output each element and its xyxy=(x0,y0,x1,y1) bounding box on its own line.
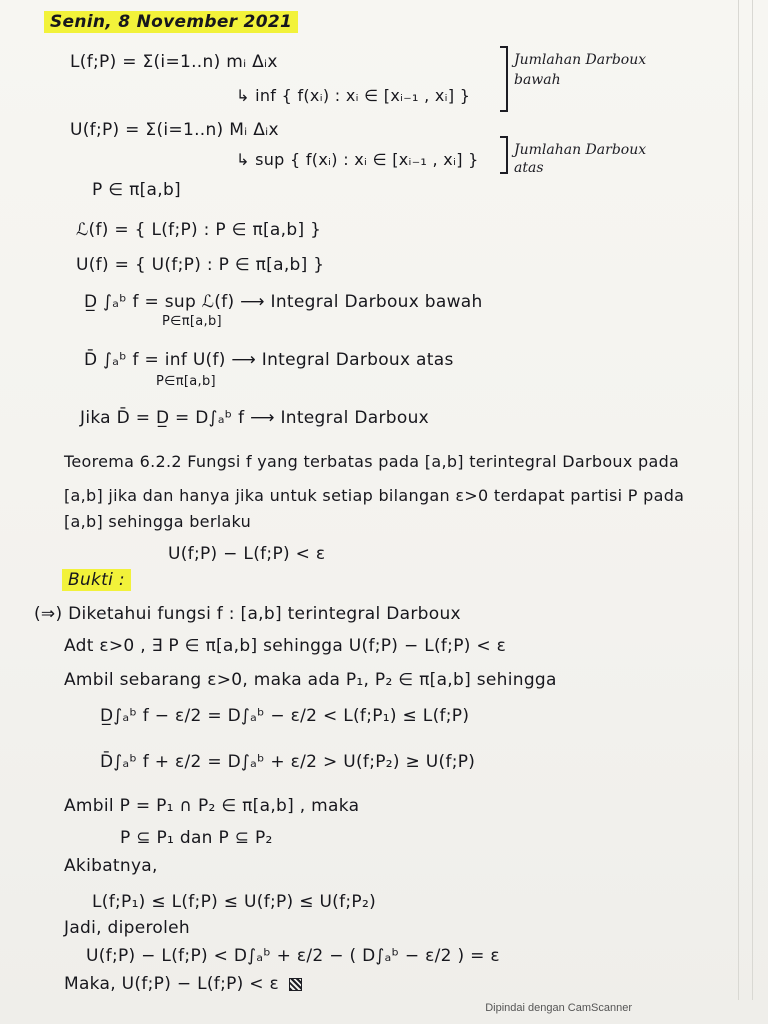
lower-sum-note-2: bawah xyxy=(514,72,561,88)
lower-sum-formula: L(f;P) = Σ(i=1..n) mᵢ Δᵢx xyxy=(70,52,278,72)
lower-integral-subscript: P∈π[a,b] xyxy=(162,314,222,329)
upper-integral-def: D̄ ∫ₐᵇ f = inf U(f) ⟶ Integral Darboux atas xyxy=(84,350,454,370)
proof-line-7: P ⊆ P₁ dan P ⊆ P₂ xyxy=(120,828,273,848)
partition-set: P ∈ π[a,b] xyxy=(92,180,181,200)
theorem-line-3: [a,b] sehingga berlaku xyxy=(64,512,252,531)
proof-line-8: Akibatnya, xyxy=(64,856,158,876)
lower-sum-set: ℒ(f) = { L(f;P) : P ∈ π[a,b] } xyxy=(76,220,322,240)
proof-line-9: L(f;P₁) ≤ L(f;P) ≤ U(f;P) ≤ U(f;P₂) xyxy=(92,892,377,912)
proof-line-6: Ambil P = P₁ ∩ P₂ ∈ π[a,b] , maka xyxy=(64,796,360,816)
proof-line-12: Maka, U(f;P) − L(f;P) < ε xyxy=(64,974,302,994)
qed-square-icon xyxy=(289,978,302,991)
upper-sum-note: Jumlahan Darboux xyxy=(514,142,647,158)
proof-line-11: U(f;P) − L(f;P) < D∫ₐᵇ + ε/2 − ( D∫ₐᵇ − ε/2 ) = ε xyxy=(86,946,500,966)
theorem-line-1: Teorema 6.2.2 Fungsi f yang terbatas pada [a,b] terintegral Darboux pada xyxy=(64,452,680,471)
upper-sum-set: U(f) = { U(f;P) : P ∈ π[a,b] } xyxy=(76,255,325,275)
proof-line-3: Ambil sebarang ε>0, maka ada P₁, P₂ ∈ π[a,b] sehingga xyxy=(64,670,557,690)
lower-sum-bracket xyxy=(500,46,508,112)
proof-line-4: D̲∫ₐᵇ f − ε/2 = D∫ₐᵇ − ε/2 < L(f;P₁) ≤ L(f;P) xyxy=(100,706,470,726)
upper-sum-formula: U(f;P) = Σ(i=1..n) Mᵢ Δᵢx xyxy=(70,120,279,140)
date-heading: Senin, 8 November 2021 xyxy=(44,12,298,32)
lower-sum-note: Jumlahan Darboux xyxy=(514,52,647,68)
upper-sum-definition: ↳ sup { f(xᵢ) : xᵢ ∈ [xᵢ₋₁ , xᵢ] } xyxy=(236,150,479,169)
upper-sum-note-2: atas xyxy=(514,160,544,176)
upper-integral-subscript: P∈π[a,b] xyxy=(156,374,216,389)
proof-line-2: Adt ε>0 , ∃ P ∈ π[a,b] sehingga U(f;P) − L(f;P) < ε xyxy=(64,636,507,656)
darboux-integral-condition: Jika D̄ = D̲ = D∫ₐᵇ f ⟶ Integral Darboux xyxy=(80,408,430,428)
proof-line-10: Jadi, diperoleh xyxy=(64,918,190,938)
proof-line-5: D̄∫ₐᵇ f + ε/2 = D∫ₐᵇ + ε/2 > U(f;P₂) ≥ U(f;P) xyxy=(100,752,476,772)
upper-sum-bracket xyxy=(500,136,508,174)
lower-sum-definition: ↳ inf { f(xᵢ) : xᵢ ∈ [xᵢ₋₁ , xᵢ] } xyxy=(236,86,471,105)
page-edge-line-2 xyxy=(752,0,753,1000)
scanner-watermark: Dipindai dengan CamScanner xyxy=(485,1002,632,1014)
proof-line-1: (⇒) Diketahui fungsi f : [a,b] terintegral Darboux xyxy=(34,604,461,624)
theorem-line-2: [a,b] jika dan hanya jika untuk setiap bilangan ε>0 terdapat partisi P pada xyxy=(64,486,685,505)
lower-integral-def: D̲ ∫ₐᵇ f = sup ℒ(f) ⟶ Integral Darboux bawah xyxy=(84,292,483,312)
page-edge-line xyxy=(738,0,739,1000)
theorem-inequality: U(f;P) − L(f;P) < ε xyxy=(168,544,326,564)
proof-heading: Bukti : xyxy=(62,570,131,590)
